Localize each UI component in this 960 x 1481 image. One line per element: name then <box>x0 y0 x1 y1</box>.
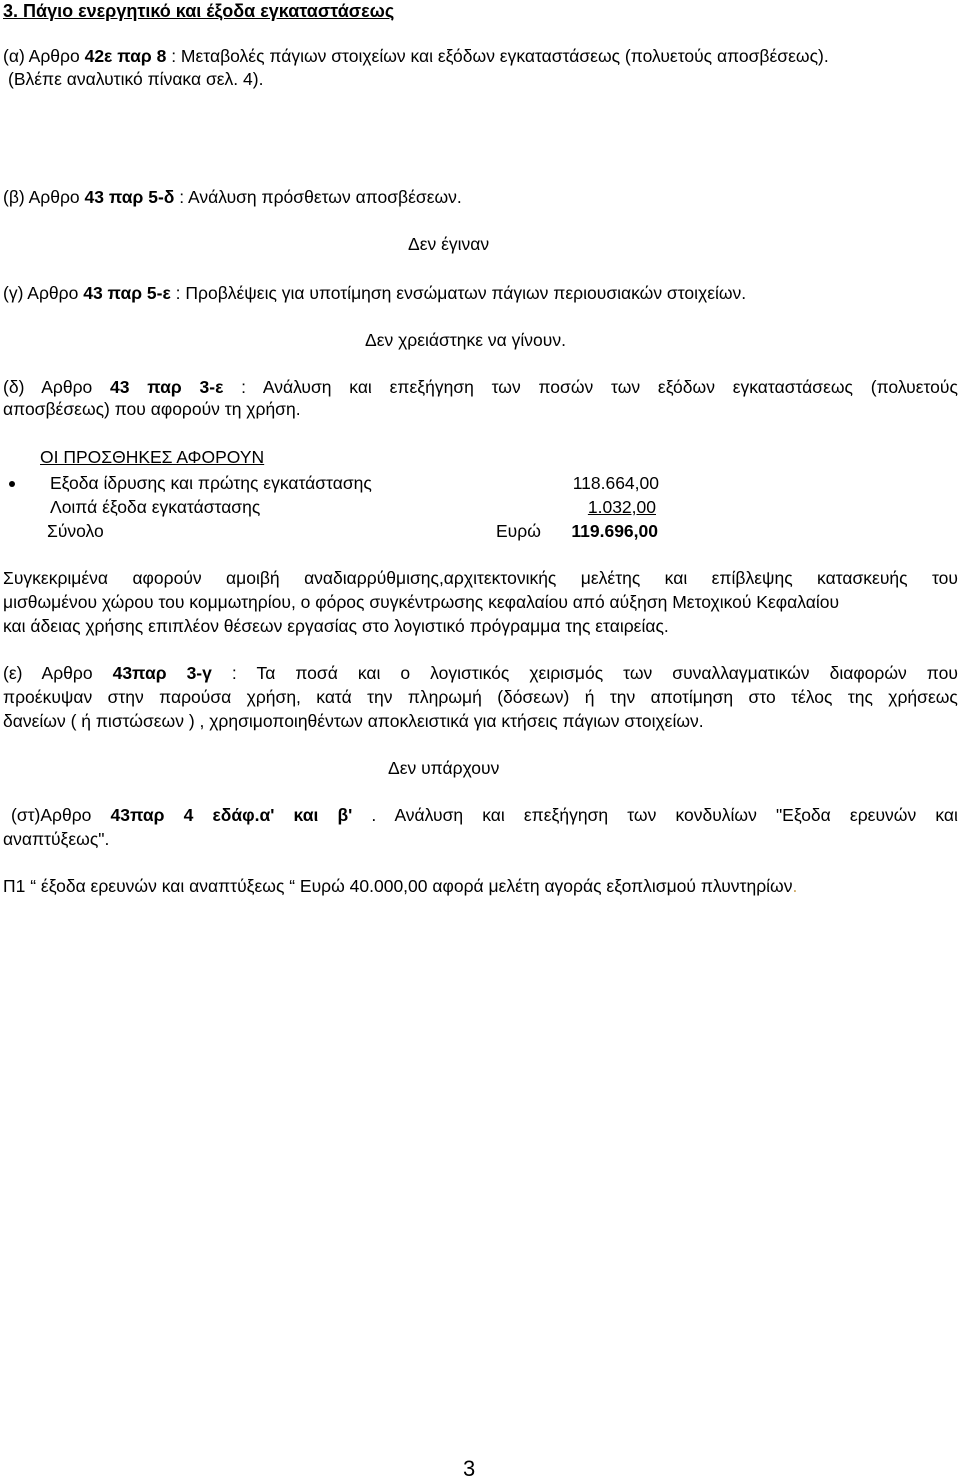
section-c-line <box>3 282 746 304</box>
word: αφορούν <box>132 568 202 588</box>
section-a-line2: (Βλέπε αναλυτικό πίνακα σελ. 4). <box>8 69 264 89</box>
word: και <box>357 663 381 683</box>
word: εγκαταστάσεως <box>732 377 853 397</box>
section-e-line1 <box>3 662 958 684</box>
bullet-icon <box>9 481 15 487</box>
word: των <box>491 377 521 397</box>
word: Τα <box>256 663 276 683</box>
word: παρούσα <box>159 687 232 707</box>
word: Συγκεκριμένα <box>3 568 109 588</box>
section-d-ref: 43 παρ <box>110 377 182 397</box>
word: του <box>931 568 958 588</box>
description-line3: και άδειας χρήσης επιπλέον θέσεων εργασίας στο λογιστικό πρόγραμμα της εταιρείας. <box>3 616 669 636</box>
section-st-ref-and: και <box>293 805 319 825</box>
word: αποτίμηση <box>650 687 734 707</box>
section-a-line1 <box>3 45 829 67</box>
word: χρήσεως <box>888 687 958 707</box>
word: των <box>611 377 641 397</box>
research-trailing-dot: . <box>792 876 798 896</box>
word: : <box>231 663 237 683</box>
word: στο <box>748 687 776 707</box>
word: της <box>847 687 873 707</box>
word: επίβλεψης <box>711 568 793 588</box>
section-a-prefix: (α) Αρθρο <box>3 46 85 66</box>
word: και <box>935 805 958 825</box>
word: επεξήγηση <box>523 805 609 825</box>
word: τέλος <box>791 687 833 707</box>
word: αναδιαρρύθμισης,αρχιτεκτονικής <box>304 568 557 588</box>
word: προέκυψαν <box>3 687 93 707</box>
section-b-note: Δεν έγιναν <box>408 234 490 254</box>
research-text: Π1 “ έξοδα ερευνών και αναπτύξεως “ Ευρώ 40.000,00 αφορά μελέτη αγοράς εξοπλισμού πλυντηρίων <box>3 876 793 896</box>
word: κατασκευής <box>817 568 908 588</box>
section-b-prefix: (β) Αρθρο <box>3 187 85 207</box>
additions-row-amount: 118.664,00 <box>572 473 659 493</box>
section-heading: 3. Πάγιο ενεργητικό και έξοδα εγκαταστάσεως <box>3 1 395 21</box>
word: (δόσεων) <box>497 687 570 707</box>
word: (στ)Αρθρο <box>11 805 92 825</box>
word: και <box>664 568 688 588</box>
section-st-line1 <box>11 804 958 826</box>
section-a-rest: : Μεταβολές πάγιων στοιχείων και εξόδων εγκαταστάσεως (πολυετούς αποσβέσεως). <box>166 46 829 66</box>
section-e-ref: 43παρ 3-γ <box>112 663 212 683</box>
word: "Εξοδα <box>775 805 831 825</box>
section-e-note: Δεν υπάρχουν <box>388 758 500 778</box>
section-a-ref: 42ε παρ 8 <box>84 46 167 66</box>
total-label: Σύνολο <box>47 521 104 541</box>
word: που <box>926 663 958 683</box>
word: επεξήγηση <box>389 377 474 397</box>
section-e-line3: δανείων ( ή πιστώσεων ) , χρησιμοποιηθέντων αποκλειστικά για κτήσεις πάγιων στοιχείων. <box>3 711 704 731</box>
section-st-line2: αναπτύξεως". <box>3 829 110 849</box>
section-b-ref: 43 παρ 5-δ <box>84 187 175 207</box>
additions-row-label: Εξοδα ίδρυσης και πρώτης εγκατάστασης <box>50 473 372 493</box>
word: αμοιβή <box>226 568 280 588</box>
research-line <box>3 875 797 897</box>
word: Ανάλυση <box>262 377 332 397</box>
word: χειρισμός <box>529 663 604 683</box>
word: μελέτης <box>580 568 641 588</box>
word: των <box>627 805 657 825</box>
section-d-line1 <box>3 376 958 398</box>
section-b-line <box>3 186 462 208</box>
section-e-line2 <box>3 686 958 708</box>
section-c-rest: : Προβλέψεις για υποτίμηση ενσώματων πάγιων περιουσιακών στοιχείων. <box>170 283 747 303</box>
word: (πολυετούς <box>870 377 958 397</box>
section-c-ref: 43 παρ 5-ε <box>83 283 171 303</box>
description-line2: μισθωμένου χώρου του κομμωτηρίου, ο φόρος συγκέντρωσης κεφαλαίου από αύξηση Μετοχικού Κεφαλαίου <box>3 592 840 612</box>
word: λογιστικός <box>430 663 510 683</box>
word: χρήση, <box>246 687 301 707</box>
word: ποσά <box>295 663 338 683</box>
description-line1 <box>3 567 958 589</box>
page-number: 3 <box>463 1456 476 1481</box>
word: και <box>349 377 372 397</box>
word: . <box>371 805 377 825</box>
total-currency: Ευρώ <box>496 521 541 541</box>
word: Αρθρο <box>41 377 93 397</box>
word: (δ) <box>3 377 25 397</box>
word: την <box>367 687 393 707</box>
word: ο <box>400 663 411 683</box>
word: ποσών <box>538 377 594 397</box>
word: διαφορών <box>829 663 907 683</box>
additions-row-amount: 1.032,00 <box>587 497 656 517</box>
word: εξόδων <box>657 377 715 397</box>
additions-title: ΟΙ ΠΡΟΣΘΗΚΕΣ ΑΦΟΡΟΥΝ <box>40 447 265 467</box>
word: των <box>623 663 653 683</box>
word: Αρθρο <box>41 663 93 683</box>
section-d-line2: αποσβέσεως) που αφορούν τη χρήση. <box>3 399 301 419</box>
word: κατά <box>316 687 352 707</box>
total-amount: 119.696,00 <box>571 521 658 541</box>
word: πληρωμή <box>407 687 482 707</box>
word: στην <box>107 687 144 707</box>
section-st-ref: 43παρ 4 εδάφ.α' <box>110 805 275 825</box>
word: συναλλαγματικών <box>672 663 810 683</box>
word: ή <box>584 687 595 707</box>
additions-row-label: Λοιπά έξοδα εγκατάστασης <box>50 497 261 517</box>
section-b-rest: : Ανάλυση πρόσθετων αποσβέσεων. <box>174 187 462 207</box>
word: : <box>241 377 247 397</box>
word: και <box>482 805 505 825</box>
word: την <box>609 687 636 707</box>
section-c-note: Δεν χρειάστηκε να γίνουν. <box>365 330 566 350</box>
word: κονδυλίων <box>675 805 757 825</box>
word: (ε) <box>3 663 23 683</box>
section-st-ref-beta: β' <box>337 805 353 825</box>
word: Ανάλυση <box>394 805 464 825</box>
word: ερευνών <box>849 805 917 825</box>
section-c-prefix: (γ) Αρθρο <box>3 283 84 303</box>
section-d-ref-sub: 3-ε <box>199 377 224 397</box>
